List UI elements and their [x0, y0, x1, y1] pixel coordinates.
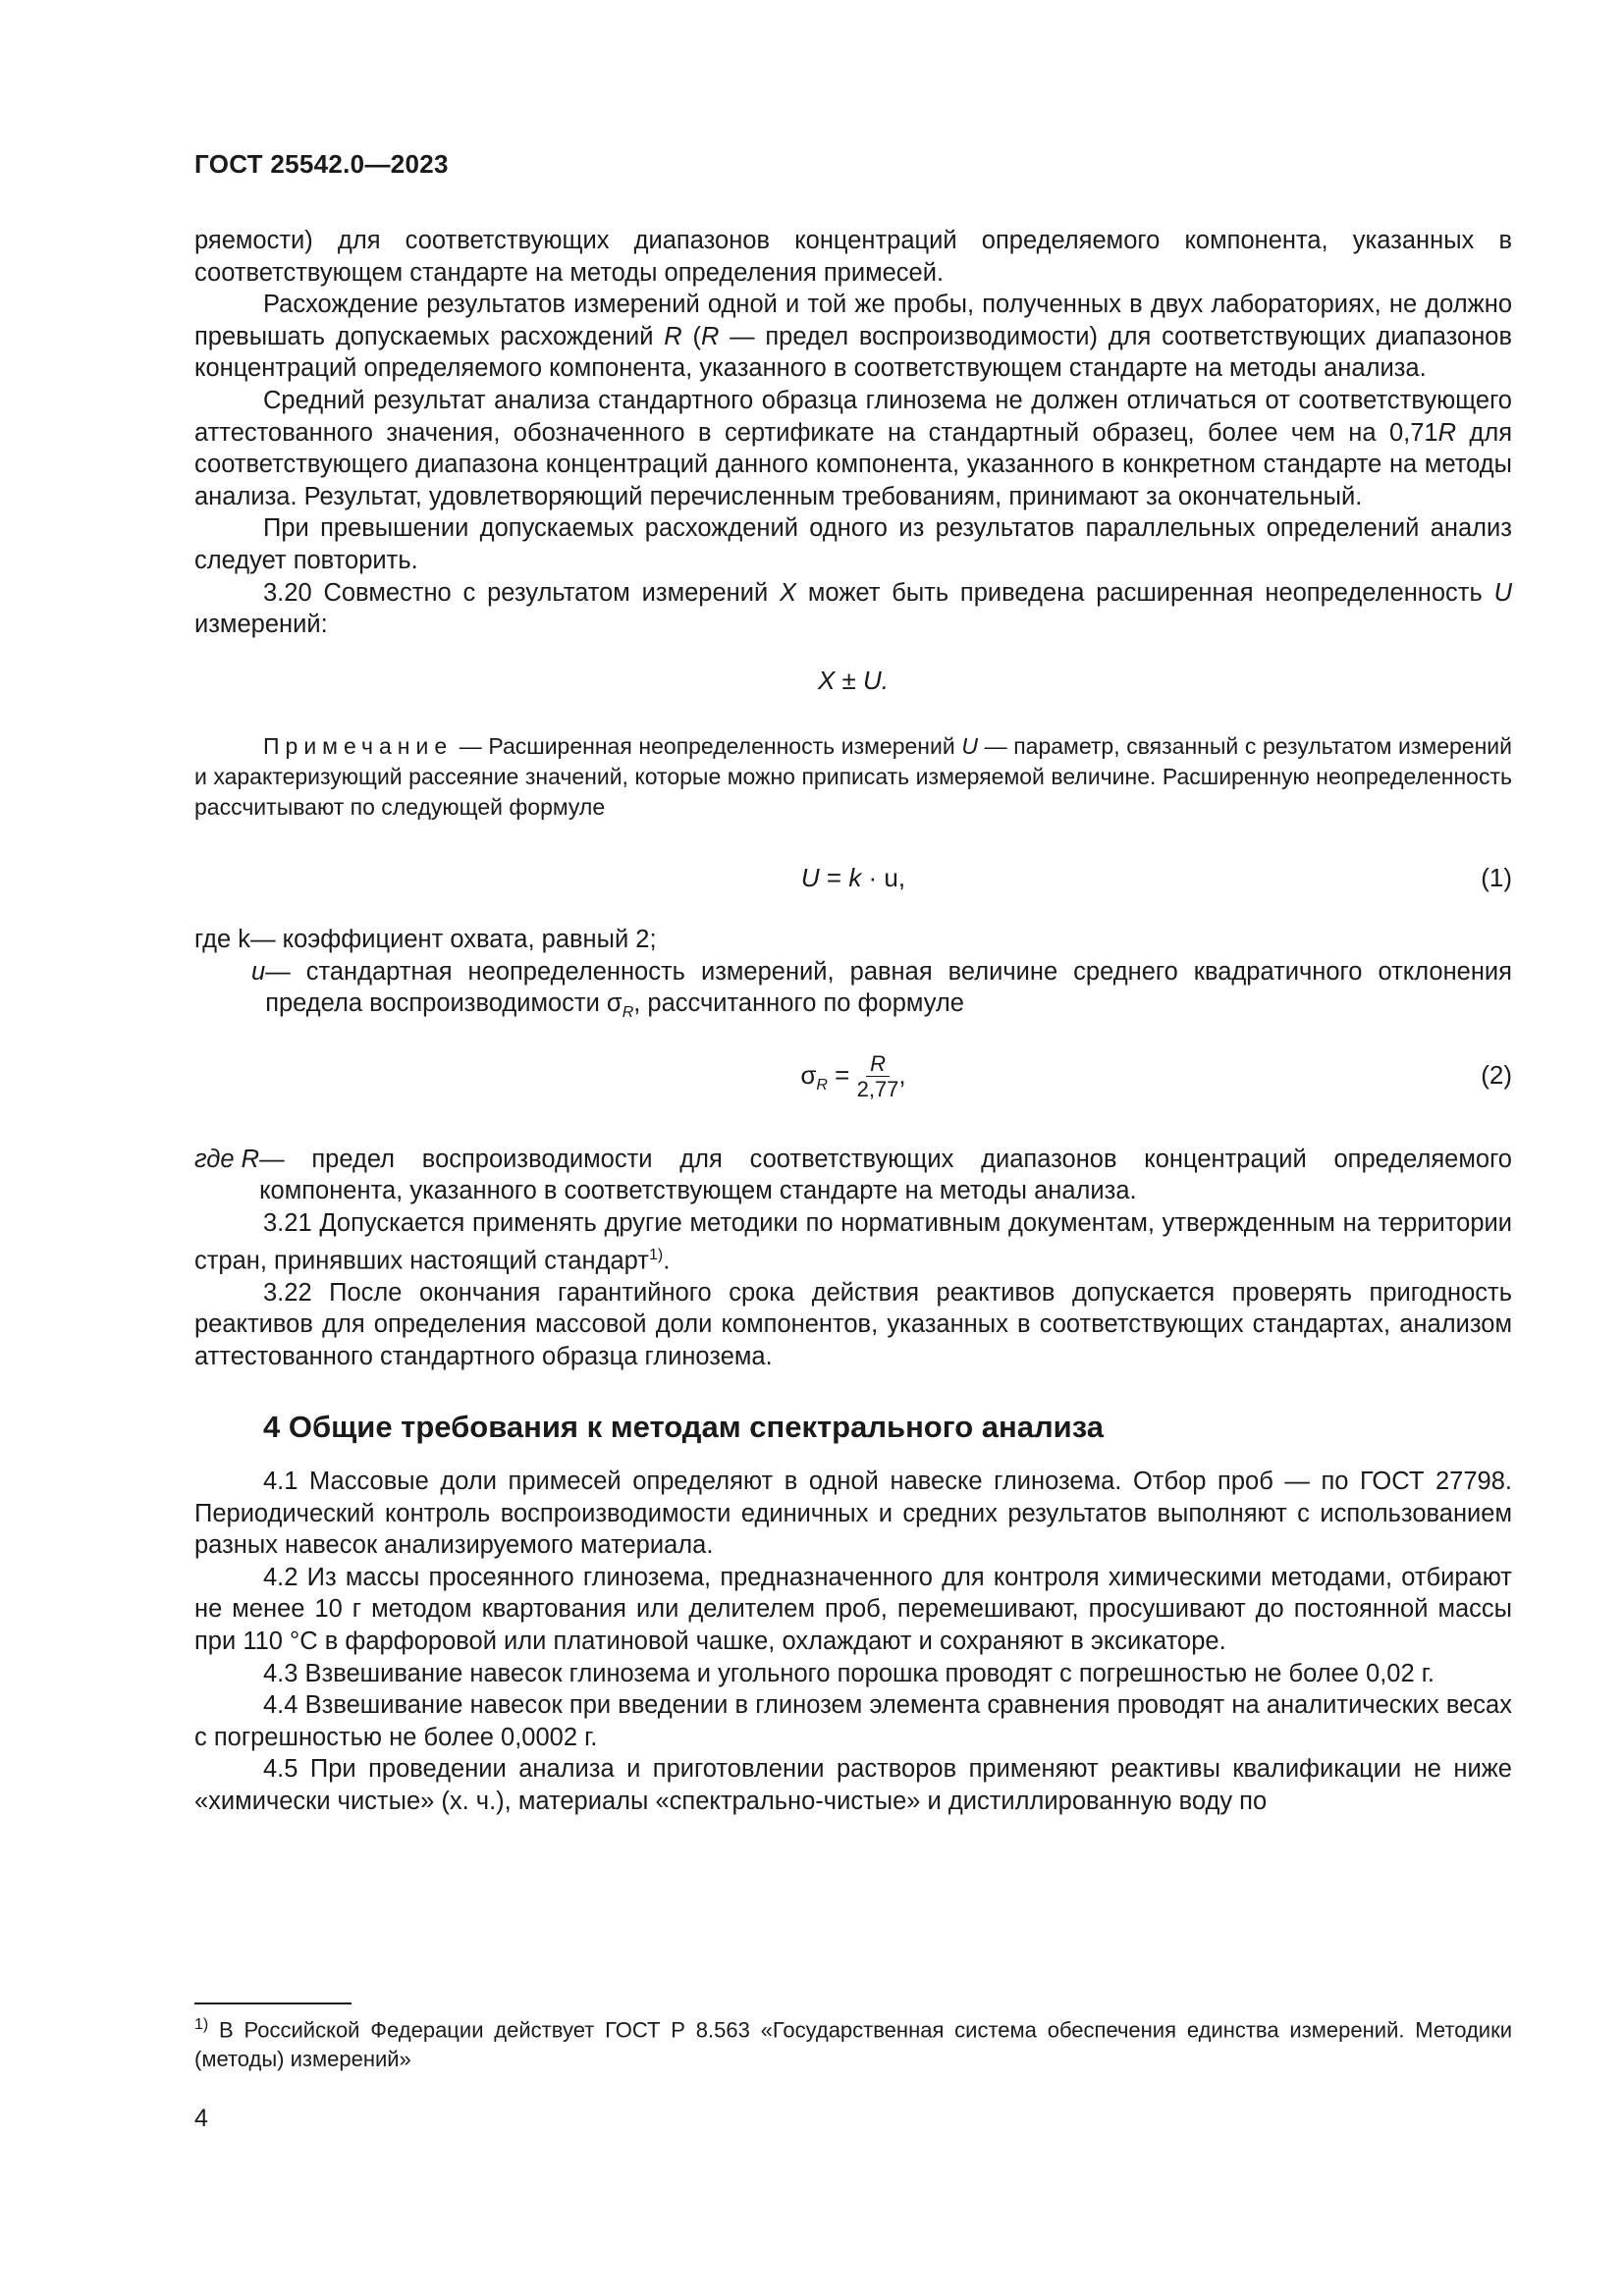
definition-k: где k — коэффициент охвата, равный 2; [194, 925, 657, 953]
clause-4-4: 4.4 Взвешивание навесок при введении в глинозем элемента сравнения проводят на аналитических весах с погрешностью не более 0,0002 г. [194, 1691, 1512, 1751]
formula-1: U = k · u, (1) [800, 863, 1512, 893]
section-heading: 4 Общие требования к методам спектрального анализа [263, 1410, 1104, 1445]
formula-2: $\sigma_R$ = $\frac{R}{2,77}$ , (2) [194, 1045, 1512, 1104]
definition-R: где R — предел воспроизводимости для соответствующих диапазонов концентраций определяемого компонента, указанного в соответствующем стандарте на методы анализа. [194, 1145, 1512, 1205]
clause-4-2: 4.2 Из массы просеянного глинозема, предназначенного для контроля химическими методами, отбирают не менее 10 г методом квартования или делителем проб, перемешивают, просушивают до постоянной массы при 110 °С в фарфоровой или платиновой чашке, охлаждают и сохраняют в эксикаторе. [194, 1563, 1512, 1655]
page-number: 4 [194, 2105, 208, 2132]
paragraph: Средний результат анализа стандартного образца глинозема не должен отличаться от соответствующего аттестованного значения, обозначенного в сертификате на стандартный образец, более чем на 0,71R для соответствующего диапазона концентраций данного компонента, указанного в конкретном стандарте на методы анализа. Результат, удовлетворяющий перечисленным требованиям, принимают за окончательный. [194, 386, 1513, 510]
clause-3-21: 3.21 Допускается применять другие методики по нормативным документам, утвержденным на территории стран, принявших настоящий стандарт$^{1)}$. [194, 1208, 1512, 1275]
equation-number: (1) [1481, 863, 1512, 893]
footnote-separator [194, 2002, 352, 2004]
definition-u: u — стандартная неопределенность измерений, равная величине среднего квадратичного отклонения предела воспроизводимости $\sigma_R$, рассчитанного по формуле [251, 957, 1512, 1022]
clause-3-22: 3.22 После окончания гарантийного срока действия реактивов допускается проверять пригодность реактивов для определения массовой доли компонентов, указанных в соответствующих стандартах, анализом аттестованного стандартного образца глинозема. [194, 1278, 1512, 1370]
definition-list [194, 924, 1512, 1030]
equation-number: (2) [1481, 1059, 1512, 1090]
clause-3-20: 3.20 Совместно с результатом измерений X может быть приведена расширенная неопределенность U измерений: [194, 578, 1512, 639]
clause-4-3: 4.3 Взвешивание навесок глинозема и угольного порошка проводят с погрешностью не более 0,02 г. [263, 1659, 1435, 1687]
paragraph: ряемости) для соответствующих диапазонов концентраций определяемого компонента, указанных в соответствующем стандарте на методы определения примесей. [194, 227, 1512, 287]
fraction: $\frac{R}{2,77}$ [856, 1051, 899, 1102]
paragraph: При превышении допускаемых расхождений одного из результатов параллельных определений анализ следует повторить. [194, 514, 1512, 574]
definition-list [194, 1144, 1512, 1207]
clause-4-5: 4.5 При проведении анализа и приготовлении растворов применяют реактивы квалификации не ниже «химически чистые» (х. ч.), материалы «спектрально-чистые» и дистиллированную воду по [194, 1755, 1512, 1815]
clause-4-1: 4.1 Массовые доли примесей определяют в одной навеске глинозема. Отбор проб — по ГОСТ 27798. Периодический контроль воспроизводимости единичных и средних результатов выполняют с использованием разных навесок анализируемого материала. [194, 1468, 1512, 1560]
formula-x-plus-minus-u: X ± U. [817, 665, 890, 695]
page-header: ГОСТ 25542.0—2023 [194, 149, 449, 179]
footnote: $^{1)}$ В Российской Федерации действует ГОСТ Р 8.563 «Государственная система обеспечения единства измерений. Методики (методы) измерений» [194, 2016, 1512, 2072]
note: Примечание — Расширенная неопределенность измерений U — параметр, связанный с результатом измерений и характеризующий рассеяние значений, которые можно приписать измеряемой величине. Расширенную неопределенность рассчитывают по следующей формуле [194, 733, 1512, 821]
document-body [194, 225, 1512, 1818]
paragraph: Расхождение результатов измерений одной и той же пробы, полученных в двух лабораториях, не должно превышать допускаемых расхождений R (R — предел воспроизводимости) для соответствующих диапазонов концентраций определяемого компонента, указанного в соответствующем стандарте на методы анализа. [194, 291, 1513, 383]
